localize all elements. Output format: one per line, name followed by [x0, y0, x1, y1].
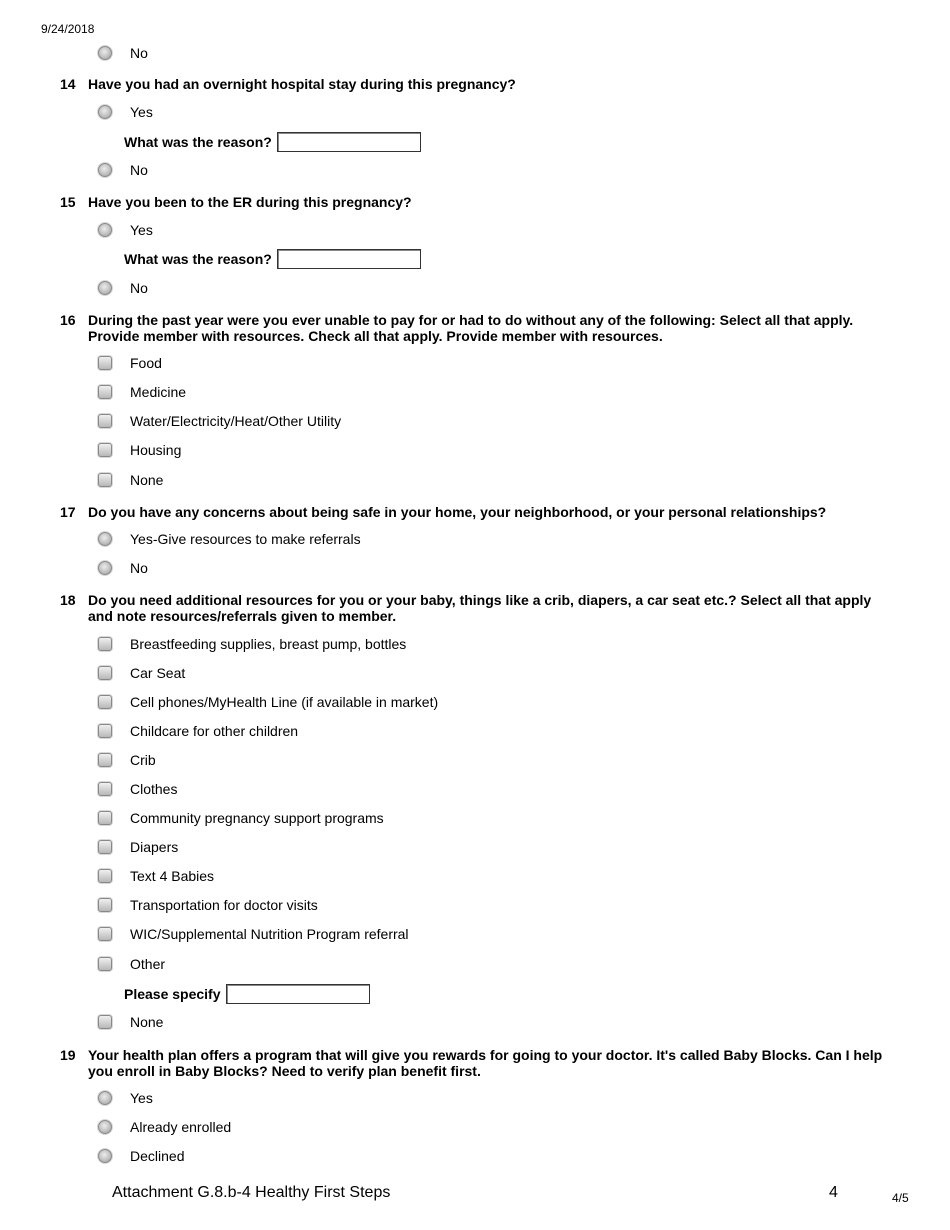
option-label: Breastfeeding supplies, breast pump, bottles	[130, 636, 407, 652]
checkbox[interactable]	[98, 414, 112, 428]
q19-yes-option[interactable]	[98, 1089, 153, 1107]
checkbox[interactable]	[98, 666, 112, 680]
option-label: No	[130, 162, 148, 178]
question-number: 15	[60, 194, 76, 210]
q18-option-other[interactable]	[98, 955, 166, 973]
question-number: 19	[60, 1047, 76, 1063]
radio-button[interactable]	[98, 532, 112, 546]
option-label: Car Seat	[130, 665, 186, 681]
checkbox[interactable]	[98, 782, 112, 796]
q19-already-enrolled-option[interactable]	[98, 1118, 232, 1136]
print-date: 9/24/2018	[41, 22, 95, 36]
q18-option-community[interactable]	[98, 809, 384, 827]
q18-specify-field	[124, 983, 370, 1005]
question-number: 18	[60, 592, 76, 608]
question-text: Have you been to the ER during this pregnancy?	[88, 194, 412, 210]
q15-yes-option[interactable]	[98, 221, 153, 239]
q18-option-text4babies[interactable]	[98, 867, 215, 885]
option-label: No	[130, 45, 148, 61]
checkbox[interactable]	[98, 898, 112, 912]
q18-option-car-seat[interactable]	[98, 664, 186, 682]
checkbox[interactable]	[98, 1015, 112, 1029]
question-text: Do you have any concerns about being safe in your home, your neighborhood, or your personal relationships?	[88, 504, 827, 520]
option-label: Community pregnancy support programs	[130, 810, 384, 826]
option-label: Cell phones/MyHealth Line (if available in market)	[130, 694, 439, 710]
option-label: No	[130, 560, 148, 576]
q18-option-clothes[interactable]	[98, 780, 178, 798]
option-label: Yes	[130, 1090, 153, 1106]
radio-button[interactable]	[98, 1120, 112, 1134]
q14-reason-field	[124, 131, 421, 153]
q18-option-cell-phones[interactable]	[98, 693, 439, 711]
radio-button[interactable]	[98, 163, 112, 177]
checkbox[interactable]	[98, 695, 112, 709]
question-text: Your health plan offers a program that will give you rewards for going to your doctor. It's called Baby Blocks. Can I help you enroll in Baby Blocks? Need to verify plan benefit first.	[88, 1047, 883, 1079]
q18-option-none[interactable]	[98, 1013, 164, 1031]
option-label: Housing	[130, 442, 182, 458]
radio-button[interactable]	[98, 281, 112, 295]
reason-input[interactable]	[277, 249, 421, 269]
field-label: What was the reason?	[124, 251, 272, 267]
option-label: Yes	[130, 104, 153, 120]
option-label: Other	[130, 956, 166, 972]
checkbox[interactable]	[98, 385, 112, 399]
radio-button[interactable]	[98, 105, 112, 119]
q16-medicine-option[interactable]	[98, 383, 187, 401]
checkbox[interactable]	[98, 356, 112, 370]
option-label: No	[130, 280, 148, 296]
q18-option-childcare[interactable]	[98, 722, 299, 740]
q16-housing-option[interactable]	[98, 441, 182, 459]
q18-option-breastfeeding[interactable]	[98, 635, 407, 653]
question-number: 16	[60, 312, 76, 328]
radio-button[interactable]	[98, 46, 112, 60]
checkbox[interactable]	[98, 724, 112, 738]
question-text: Have you had an overnight hospital stay during this pregnancy?	[88, 76, 516, 92]
checkbox[interactable]	[98, 869, 112, 883]
q18-option-crib[interactable]	[98, 751, 156, 769]
q18-option-wic[interactable]	[98, 925, 409, 943]
question-number: 17	[60, 504, 76, 520]
q16-none-option[interactable]	[98, 471, 164, 489]
question-text: Do you need additional resources for you or your baby, things like a crib, diapers, a car seat etc.? Select all that apply and note resources/referrals given to member.	[88, 592, 872, 624]
q16-food-option[interactable]	[98, 354, 162, 372]
option-label: Clothes	[130, 781, 178, 797]
radio-button[interactable]	[98, 223, 112, 237]
option-label: Transportation for doctor visits	[130, 897, 318, 913]
checkbox[interactable]	[98, 811, 112, 825]
q17-yes-option[interactable]	[98, 530, 361, 548]
checkbox[interactable]	[98, 637, 112, 651]
question-number: 14	[60, 76, 76, 92]
option-label: Declined	[130, 1148, 185, 1164]
question-text: During the past year were you ever unable to pay for or had to do without any of the following: Select all that apply. Provide member with resources. Check all that apply. Provide member with resources.	[88, 312, 854, 344]
checkbox[interactable]	[98, 927, 112, 941]
option-label: Already enrolled	[130, 1119, 232, 1135]
checkbox[interactable]	[98, 957, 112, 971]
checkbox[interactable]	[98, 443, 112, 457]
option-label: Food	[130, 355, 162, 371]
q15-no-option[interactable]	[98, 279, 148, 297]
option-label: Water/Electricity/Heat/Other Utility	[130, 413, 342, 429]
page-indicator: 4/5	[892, 1191, 909, 1205]
q17-no-option[interactable]	[98, 559, 148, 577]
checkbox[interactable]	[98, 753, 112, 767]
option-label: None	[130, 1014, 164, 1030]
footer-title: Attachment G.8.b-4 Healthy First Steps	[112, 1184, 391, 1201]
q16-utility-option[interactable]	[98, 412, 342, 430]
checkbox[interactable]	[98, 473, 112, 487]
radio-button[interactable]	[98, 561, 112, 575]
field-label: Please specify	[124, 986, 221, 1002]
radio-button[interactable]	[98, 1091, 112, 1105]
field-label: What was the reason?	[124, 134, 272, 150]
reason-input[interactable]	[277, 132, 421, 152]
option-label: Text 4 Babies	[130, 868, 215, 884]
radio-button[interactable]	[98, 1149, 112, 1163]
q15-reason-field	[124, 248, 421, 270]
option-label: Diapers	[130, 839, 179, 855]
q19-declined-option[interactable]	[98, 1147, 185, 1165]
carry-over-no-option[interactable]	[98, 44, 148, 62]
specify-input[interactable]	[226, 984, 370, 1004]
option-label: WIC/Supplemental Nutrition Program referral	[130, 926, 409, 942]
option-label: Childcare for other children	[130, 723, 299, 739]
checkbox[interactable]	[98, 840, 112, 854]
q14-yes-option[interactable]	[98, 103, 153, 121]
q18-option-transportation[interactable]	[98, 896, 318, 914]
q18-option-diapers[interactable]	[98, 838, 179, 856]
option-label: Yes	[130, 222, 153, 238]
footer-page-number: 4	[829, 1184, 838, 1201]
option-label: Crib	[130, 752, 156, 768]
q14-no-option[interactable]	[98, 161, 148, 179]
option-label: None	[130, 472, 164, 488]
option-label: Medicine	[130, 384, 187, 400]
option-label: Yes-Give resources to make referrals	[130, 531, 361, 547]
